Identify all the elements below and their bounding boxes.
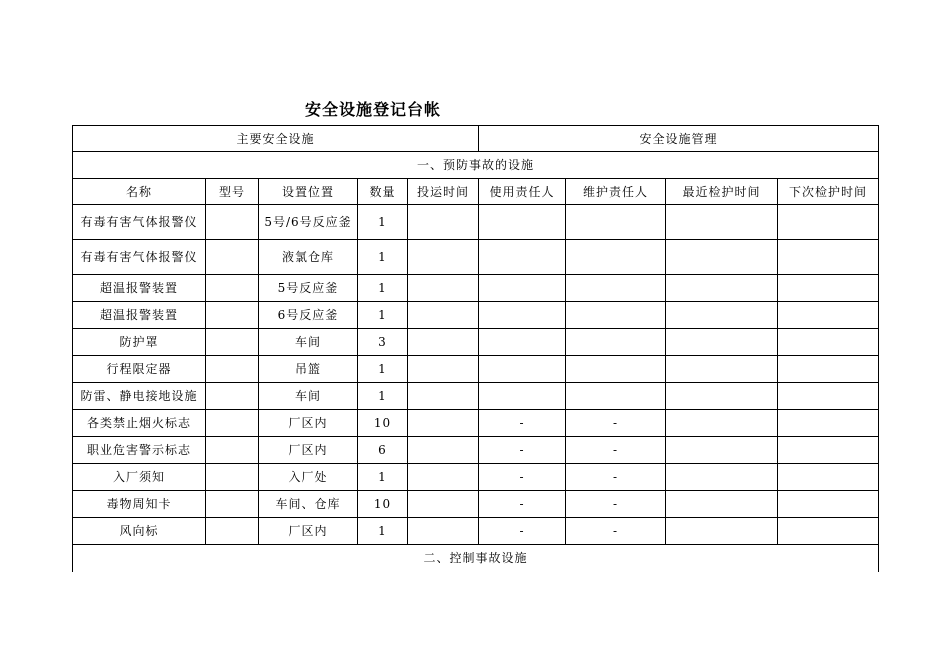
table-row: [73, 275, 879, 302]
table-row: [73, 518, 879, 545]
cell-maintenance-responsible: -: [566, 464, 666, 491]
table-row: [73, 464, 879, 491]
safety-facility-ledger-table: [72, 125, 879, 572]
cell-last-inspection: [666, 205, 778, 240]
cell-user-responsible: [479, 329, 566, 356]
cell-name: 职业危害警示标志: [73, 437, 206, 464]
cell-maintenance-responsible: -: [566, 437, 666, 464]
cell-name: 毒物周知卡: [73, 491, 206, 518]
cell-maintenance-responsible: -: [566, 491, 666, 518]
cell-name: 防护罩: [73, 329, 206, 356]
table-row: [73, 491, 879, 518]
cell-last-inspection: [666, 464, 778, 491]
cell-maintenance-responsible: [566, 329, 666, 356]
cell-model: [206, 518, 259, 545]
cell-start-time: [408, 383, 479, 410]
cell-next-inspection: [778, 491, 879, 518]
cell-model: [206, 464, 259, 491]
cell-model: [206, 205, 259, 240]
table-row: [73, 329, 879, 356]
table-row: [73, 410, 879, 437]
cell-next-inspection: [778, 383, 879, 410]
cell-user-responsible: [479, 383, 566, 410]
cell-location: 液氯仓库: [259, 240, 358, 275]
cell-start-time: [408, 356, 479, 383]
cell-start-time: [408, 240, 479, 275]
cell-next-inspection: [778, 410, 879, 437]
cell-location: 5号反应釜: [259, 275, 358, 302]
column-header-model: 型号: [206, 179, 259, 205]
section-title-control: 二、控制事故设施: [73, 545, 879, 572]
cell-name: 行程限定器: [73, 356, 206, 383]
cell-location: 吊篮: [259, 356, 358, 383]
cell-model: [206, 275, 259, 302]
cell-quantity: 1: [358, 205, 408, 240]
cell-next-inspection: [778, 437, 879, 464]
cell-start-time: [408, 329, 479, 356]
cell-user-responsible: -: [479, 518, 566, 545]
cell-maintenance-responsible: [566, 302, 666, 329]
top-header-row: [73, 126, 879, 152]
cell-location: 入厂处: [259, 464, 358, 491]
cell-next-inspection: [778, 275, 879, 302]
cell-last-inspection: [666, 275, 778, 302]
cell-last-inspection: [666, 383, 778, 410]
cell-name: 超温报警装置: [73, 302, 206, 329]
table-row: [73, 356, 879, 383]
cell-user-responsible: [479, 302, 566, 329]
cell-maintenance-responsible: -: [566, 518, 666, 545]
column-header-last-inspection: 最近检护时间: [666, 179, 778, 205]
cell-next-inspection: [778, 240, 879, 275]
cell-quantity: 1: [358, 356, 408, 383]
cell-next-inspection: [778, 356, 879, 383]
table-row: [73, 205, 879, 240]
cell-quantity: 1: [358, 518, 408, 545]
cell-user-responsible: [479, 240, 566, 275]
cell-quantity: 3: [358, 329, 408, 356]
cell-quantity: 6: [358, 437, 408, 464]
cell-last-inspection: [666, 240, 778, 275]
cell-start-time: [408, 205, 479, 240]
column-header-user-responsible: 使用责任人: [479, 179, 566, 205]
cell-model: [206, 240, 259, 275]
section-row: [73, 152, 879, 179]
cell-maintenance-responsible: [566, 383, 666, 410]
cell-user-responsible: -: [479, 437, 566, 464]
cell-start-time: [408, 464, 479, 491]
header-facility-management: 安全设施管理: [479, 126, 879, 152]
cell-quantity: 1: [358, 383, 408, 410]
cell-next-inspection: [778, 302, 879, 329]
cell-last-inspection: [666, 437, 778, 464]
cell-user-responsible: [479, 356, 566, 383]
cell-next-inspection: [778, 205, 879, 240]
table-row: [73, 383, 879, 410]
cell-last-inspection: [666, 410, 778, 437]
cell-maintenance-responsible: [566, 205, 666, 240]
cell-model: [206, 383, 259, 410]
table-row: [73, 437, 879, 464]
cell-start-time: [408, 437, 479, 464]
cell-model: [206, 410, 259, 437]
cell-quantity: 1: [358, 464, 408, 491]
cell-model: [206, 356, 259, 383]
cell-name: 有毒有害气体报警仪: [73, 240, 206, 275]
cell-location: 车间: [259, 383, 358, 410]
cell-last-inspection: [666, 491, 778, 518]
cell-location: 厂区内: [259, 410, 358, 437]
cell-name: 各类禁止烟火标志: [73, 410, 206, 437]
cell-model: [206, 302, 259, 329]
cell-name: 风向标: [73, 518, 206, 545]
cell-maintenance-responsible: -: [566, 410, 666, 437]
column-header-next-inspection: 下次检护时间: [778, 179, 879, 205]
cell-name: 有毒有害气体报警仪: [73, 205, 206, 240]
cell-maintenance-responsible: [566, 356, 666, 383]
cell-last-inspection: [666, 518, 778, 545]
cell-start-time: [408, 275, 479, 302]
cell-start-time: [408, 518, 479, 545]
cell-location: 厂区内: [259, 437, 358, 464]
cell-last-inspection: [666, 329, 778, 356]
cell-model: [206, 491, 259, 518]
cell-model: [206, 437, 259, 464]
cell-start-time: [408, 410, 479, 437]
cell-start-time: [408, 302, 479, 329]
cell-user-responsible: [479, 205, 566, 240]
cell-last-inspection: [666, 302, 778, 329]
table-row: [73, 240, 879, 275]
column-header-row: [73, 179, 879, 205]
cell-next-inspection: [778, 518, 879, 545]
cell-maintenance-responsible: [566, 275, 666, 302]
cell-name: 入厂须知: [73, 464, 206, 491]
column-header-quantity: 数量: [358, 179, 408, 205]
cell-start-time: [408, 491, 479, 518]
column-header-location: 设置位置: [259, 179, 358, 205]
section-row: [73, 545, 879, 572]
cell-next-inspection: [778, 329, 879, 356]
cell-quantity: 1: [358, 302, 408, 329]
cell-location: 厂区内: [259, 518, 358, 545]
cell-name: 超温报警装置: [73, 275, 206, 302]
document-title: 安全设施登记台帐: [305, 100, 442, 119]
table-row: [73, 302, 879, 329]
cell-user-responsible: [479, 275, 566, 302]
cell-user-responsible: -: [479, 491, 566, 518]
cell-quantity: 10: [358, 491, 408, 518]
cell-user-responsible: -: [479, 464, 566, 491]
cell-location: 6号反应釜: [259, 302, 358, 329]
cell-user-responsible: -: [479, 410, 566, 437]
column-header-maintenance-responsible: 维护责任人: [566, 179, 666, 205]
section-title-prevention: 一、预防事故的设施: [73, 152, 879, 179]
ledger-body: [73, 126, 879, 572]
cell-last-inspection: [666, 356, 778, 383]
cell-name: 防雷、静电接地设施: [73, 383, 206, 410]
cell-quantity: 10: [358, 410, 408, 437]
column-header-start-time: 投运时间: [408, 179, 479, 205]
cell-maintenance-responsible: [566, 240, 666, 275]
cell-quantity: 1: [358, 240, 408, 275]
cell-model: [206, 329, 259, 356]
cell-next-inspection: [778, 464, 879, 491]
cell-location: 车间: [259, 329, 358, 356]
header-main-facilities: 主要安全设施: [73, 126, 479, 152]
cell-location: 5号/6号反应釜: [259, 205, 358, 240]
cell-location: 车间、仓库: [259, 491, 358, 518]
column-header-name: 名称: [73, 179, 206, 205]
cell-quantity: 1: [358, 275, 408, 302]
